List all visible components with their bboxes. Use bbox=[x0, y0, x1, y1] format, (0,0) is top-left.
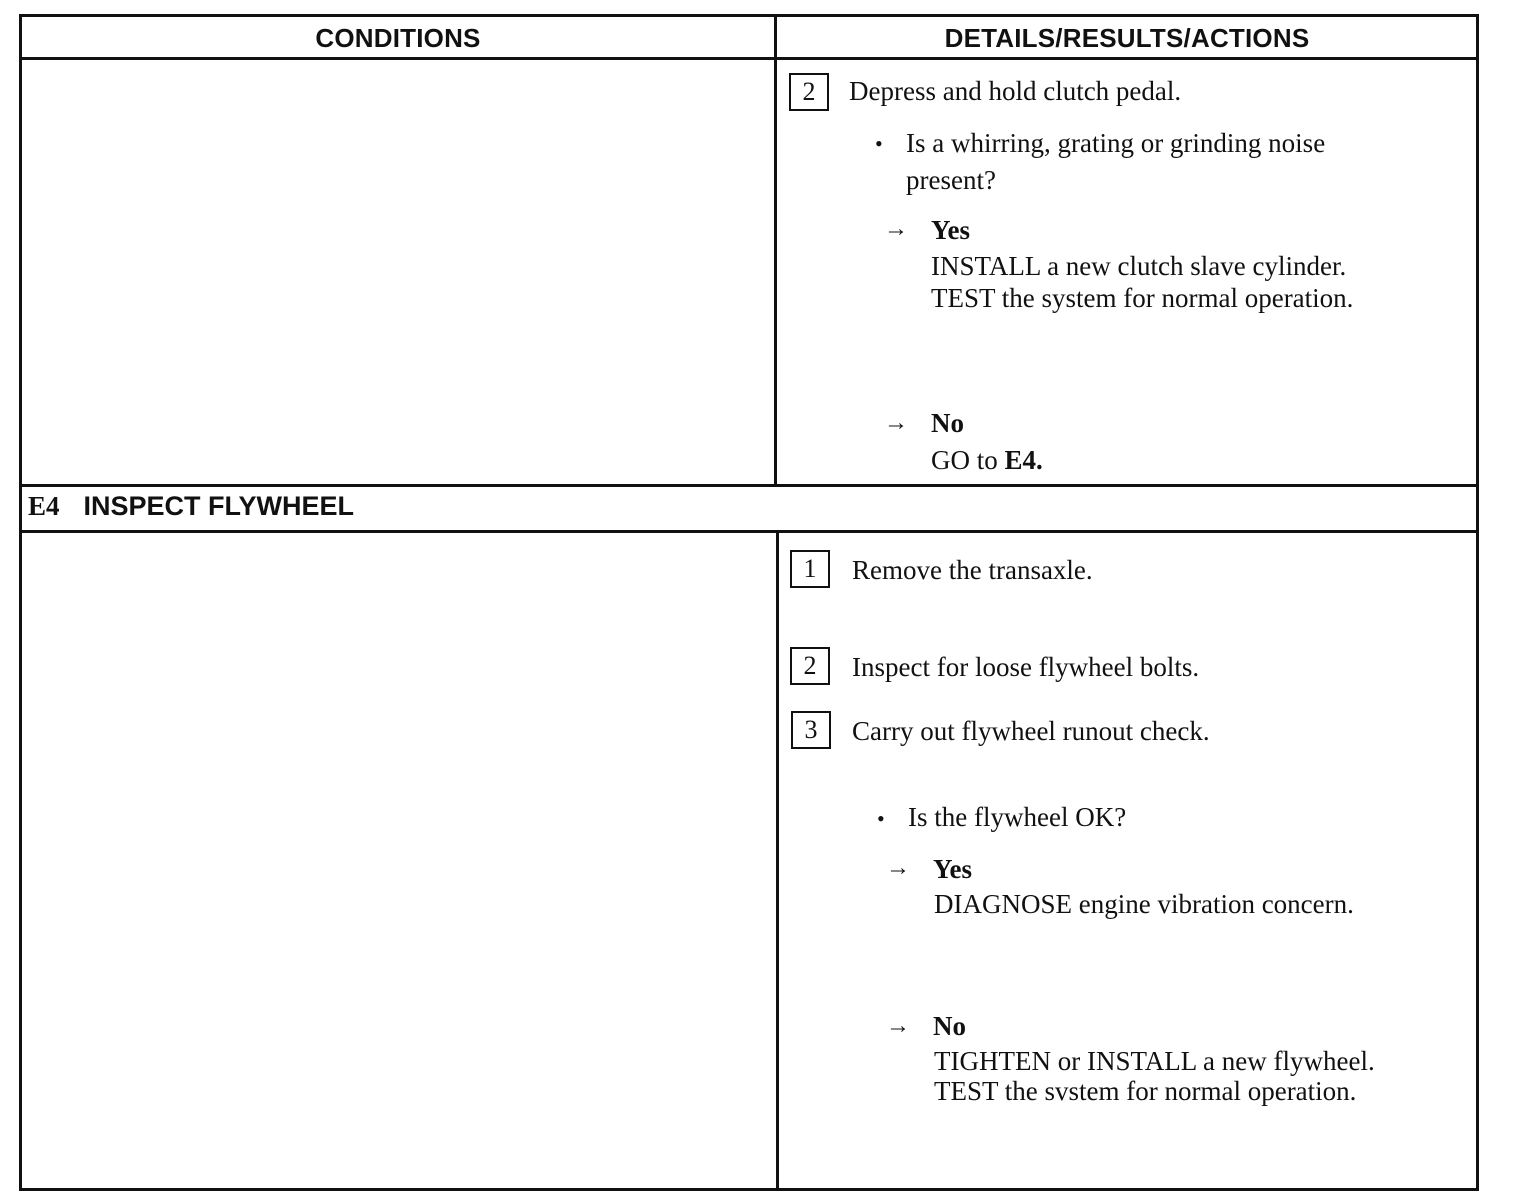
yes-action-line: TEST the system for normal operation. bbox=[931, 283, 1354, 313]
no-action-line: TEST the svstem for normal operation. bbox=[934, 1076, 1357, 1106]
section-title: INSPECT FLYWHEEL bbox=[83, 490, 355, 521]
section-heading bbox=[28, 486, 354, 526]
step-instruction: Remove the transaxle. bbox=[852, 555, 1093, 585]
yes-action-line: INSTALL a new clutch slave cylinder. bbox=[931, 251, 1347, 281]
no-label: No bbox=[933, 1011, 966, 1041]
step-number-box: 3 bbox=[791, 711, 831, 749]
step-number-box: 1 bbox=[790, 550, 830, 588]
right-arrow-icon: → bbox=[886, 855, 910, 881]
column-divider-top bbox=[774, 14, 777, 486]
yes-action-line: DIAGNOSE engine vibration concern. bbox=[934, 889, 1354, 919]
diagnostic-table bbox=[19, 14, 1479, 1191]
bullet-dot-icon: • bbox=[877, 806, 885, 831]
column-divider-bottom bbox=[776, 530, 779, 1191]
conditions-header: CONDITIONS bbox=[315, 22, 481, 53]
question-text-continued: present? bbox=[906, 165, 996, 195]
question-text: Is a whirring, grating or grinding noise bbox=[906, 128, 1326, 158]
step-instruction: Carry out flywheel runout check. bbox=[852, 716, 1210, 746]
yes-label: Yes bbox=[933, 854, 972, 884]
no-action-line: TIGHTEN or INSTALL a new flywheel. bbox=[934, 1046, 1375, 1076]
right-arrow-icon: → bbox=[884, 216, 908, 242]
section-code: E4 bbox=[28, 490, 60, 521]
step-number-box: 2 bbox=[790, 647, 830, 685]
no-action-prefix: GO to bbox=[931, 445, 1005, 475]
step-number-box: 2 bbox=[789, 73, 829, 111]
right-arrow-icon: → bbox=[884, 410, 908, 436]
goto-target-link[interactable]: E4. bbox=[1004, 445, 1043, 475]
no-action-line bbox=[931, 444, 1043, 477]
yes-label: Yes bbox=[931, 215, 970, 245]
bullet-dot-icon: • bbox=[875, 131, 883, 156]
right-arrow-icon: → bbox=[886, 1013, 910, 1039]
question-text: Is the flywheel OK? bbox=[908, 802, 1127, 832]
step-instruction: Depress and hold clutch pedal. bbox=[849, 76, 1182, 106]
header-divider bbox=[19, 57, 1479, 60]
section-bottom-divider bbox=[19, 530, 1479, 533]
step-instruction: Inspect for loose flywheel bolts. bbox=[852, 652, 1200, 682]
details-header: DETAILS/RESULTS/ACTIONS bbox=[944, 22, 1310, 53]
no-label: No bbox=[931, 408, 964, 438]
